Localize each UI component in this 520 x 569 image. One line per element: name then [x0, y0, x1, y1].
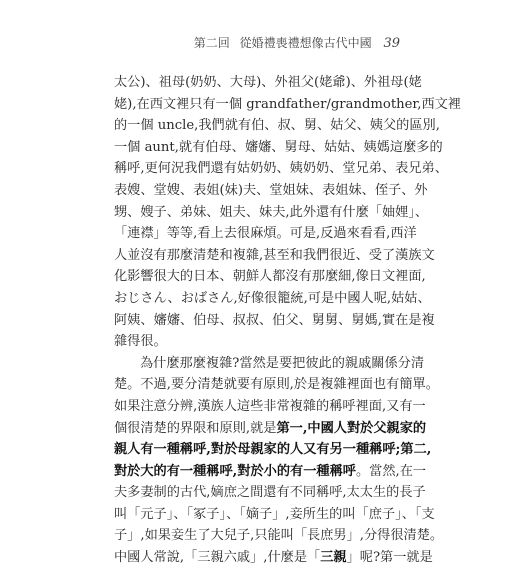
text-line [114, 310, 435, 332]
text-line [114, 439, 432, 461]
text-segment: 稱呼,更何況我們還有姑奶奶、姨奶奶、堂兄弟、表兄弟、 [114, 161, 448, 177]
text-segment: 個很清楚的界限和原則,就是 [114, 420, 277, 436]
text-segment: おじさん、おばさん,好像很籠統,可是中國人呢,姑姑、 [114, 290, 431, 306]
chapter-label: 第二回 [193, 36, 230, 50]
text-line [114, 482, 426, 504]
text-line [114, 94, 462, 116]
text-line [114, 223, 417, 245]
text-line [114, 461, 427, 483]
text-line [114, 202, 429, 224]
emphasized-text: 第一,中國人對於父親家的 [276, 420, 427, 436]
text-segment: 為什麼那麼複雜?當然是要把彼此的親戚關係分清 [140, 355, 425, 371]
text-line [114, 180, 428, 202]
text-segment: 人並沒有那麼清楚和複雜,甚至和我們很近、受了漢族文 [114, 247, 435, 263]
text-segment: 甥、嫂子、弟妹、姐夫、妹夫,此外還有什麼「妯娌」、 [114, 204, 429, 220]
text-line [114, 72, 422, 94]
text-segment: 化影響很大的日本、朝鮮人都沒有那麼細,像日文裡面, [114, 269, 426, 285]
text-segment: 如果注意分辨,漢族人這些非常複雜的稱呼裡面,又有一 [114, 398, 426, 414]
text-segment: 」呢?第一就是 [346, 550, 433, 566]
emphasized-text: 親人有一種稱呼,對於母親家的人又有另一種稱呼;第二, [114, 442, 432, 458]
text-line [114, 418, 427, 440]
text-segment: 。當然,在一 [355, 463, 427, 479]
page-number: 39 [383, 36, 400, 51]
text-segment: 雜得很。 [114, 334, 167, 350]
body-text [114, 72, 462, 569]
text-line [114, 158, 448, 180]
text-segment: 太公)、祖母(奶奶、大母)、外祖父(姥爺)、外祖母(姥 [114, 75, 422, 90]
text-segment: 「連襟」等等,看上去很麻煩。可是,反過來看看,西洋 [114, 226, 417, 242]
text-line [114, 137, 443, 159]
text-segment: 姥),在西文裡只有一個 grandfather/grandmother,西文裡 [114, 96, 462, 112]
text-line [114, 374, 439, 396]
text-line [114, 353, 425, 375]
text-segment: 表嫂、堂嫂、表姐(妹)夫、堂姐妹、表姐妹、侄子、外 [114, 182, 428, 198]
text-segment: 中國人常說,「三親六戚」,什麼是「 [114, 550, 321, 566]
text-line [114, 115, 440, 137]
emphasized-text: 對於大的有一種稱呼,對於小的有一種稱呼 [114, 463, 356, 479]
text-line [114, 245, 435, 267]
paragraph [114, 72, 462, 353]
text-line [114, 266, 426, 288]
text-segment: 一個 aunt,就有伯母、嬸嬸、舅母、姑姑、姨媽這麼多的 [114, 139, 443, 155]
text-line [114, 547, 433, 569]
running-header [0, 34, 400, 51]
text-line [114, 396, 426, 418]
emphasized-text: 三親 [320, 550, 347, 566]
text-line [114, 525, 444, 547]
text-line [114, 288, 431, 310]
paragraph [114, 353, 444, 569]
text-line [114, 504, 435, 526]
text-segment: 叫「元子」、「冢子」、「嫡子」,妾所生的叫「庶子」、「支 [114, 506, 435, 522]
text-segment: 的一個 uncle,我們就有伯、叔、舅、姑父、姨父的區別, [114, 118, 440, 134]
text-segment: 阿姨、嬸嬸、伯母、叔叔、伯父、舅舅、舅媽,實在是複 [114, 312, 435, 328]
chapter-title: 從婚禮喪禮想像古代中國 [239, 36, 372, 50]
text-segment: 夫多妻制的古代,嫡庶之間還有不同稱呼,太太生的長子 [114, 485, 426, 501]
text-line [114, 331, 406, 353]
text-segment: 楚。不過,要分清楚就要有原則,於是複雜裡面也有簡單。 [114, 377, 439, 393]
text-segment: 子」,如果妾生了大兒子,只能叫「長庶男」,分得很清楚。 [114, 528, 444, 544]
